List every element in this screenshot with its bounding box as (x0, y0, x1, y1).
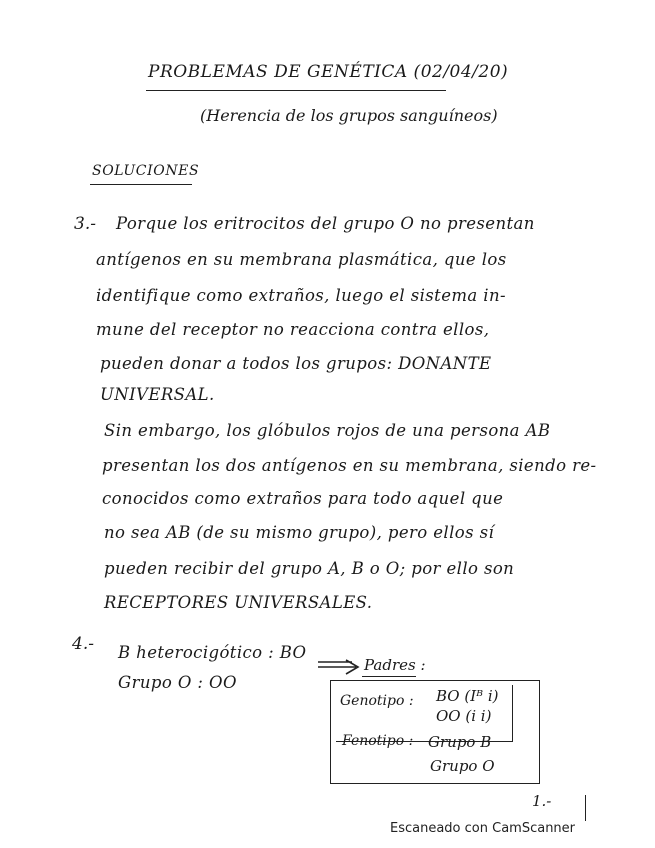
problem-4-line-1: B heterocigótico : BO (118, 643, 307, 662)
genotype-value: BO (Iᴮ i) (436, 687, 499, 705)
answer-line: conocidos como extraños para todo aquel que (102, 489, 504, 508)
scanner-watermark: Escaneado con CamScanner (390, 821, 576, 836)
parents-label: Padres : (364, 656, 426, 674)
genotype-label: Genotipo : (340, 693, 414, 709)
section-underline (90, 184, 192, 185)
page-subtitle: (Herencia de los grupos sanguíneos) (200, 106, 498, 125)
answer-line: mune del receptor no reacciona contra ellos, (96, 320, 490, 339)
answer-line: Porque los eritrocitos del grupo O no presentan (116, 214, 535, 233)
answer-line: presentan los dos antígenos en su membrana, siendo re- (102, 456, 597, 475)
answer-line: pueden donar a todos los grupos: DONANTE (100, 354, 492, 373)
answer-line: identifique como extraños, luego el sistema in- (96, 286, 506, 305)
answer-line: no sea AB (de su mismo grupo), pero ellos sí (104, 523, 495, 542)
answer-line: UNIVERSAL. (100, 385, 215, 404)
answer-line: antígenos en su membrana plasmática, que los (96, 250, 507, 269)
phenotype-value: Grupo O (430, 757, 495, 775)
genotype-value: OO (i i) (436, 707, 492, 725)
problem-3-number: 3.- (74, 214, 96, 234)
parents-underline (362, 676, 416, 677)
section-heading: SOLUCIONES (92, 163, 200, 179)
answer-line: pueden recibir del grupo A, B o O; por ello son (104, 559, 515, 578)
arrow-icon (316, 656, 368, 678)
phenotype-label: Fenotipo : (342, 733, 414, 749)
answer-line: Sin embargo, los glóbulos rojos de una persona AB (104, 421, 551, 440)
answer-line: RECEPTORES UNIVERSALES. (104, 593, 373, 612)
page-edge-mark (585, 795, 586, 821)
page-title: PROBLEMAS DE GENÉTICA (02/04/20) (148, 62, 509, 82)
problem-4-line-2: Grupo O : OO (118, 673, 237, 692)
problem-4-number: 4.- (72, 634, 94, 654)
title-underline (146, 90, 446, 91)
page-number: 1.- (532, 792, 552, 810)
phenotype-value: Grupo B (428, 733, 492, 751)
